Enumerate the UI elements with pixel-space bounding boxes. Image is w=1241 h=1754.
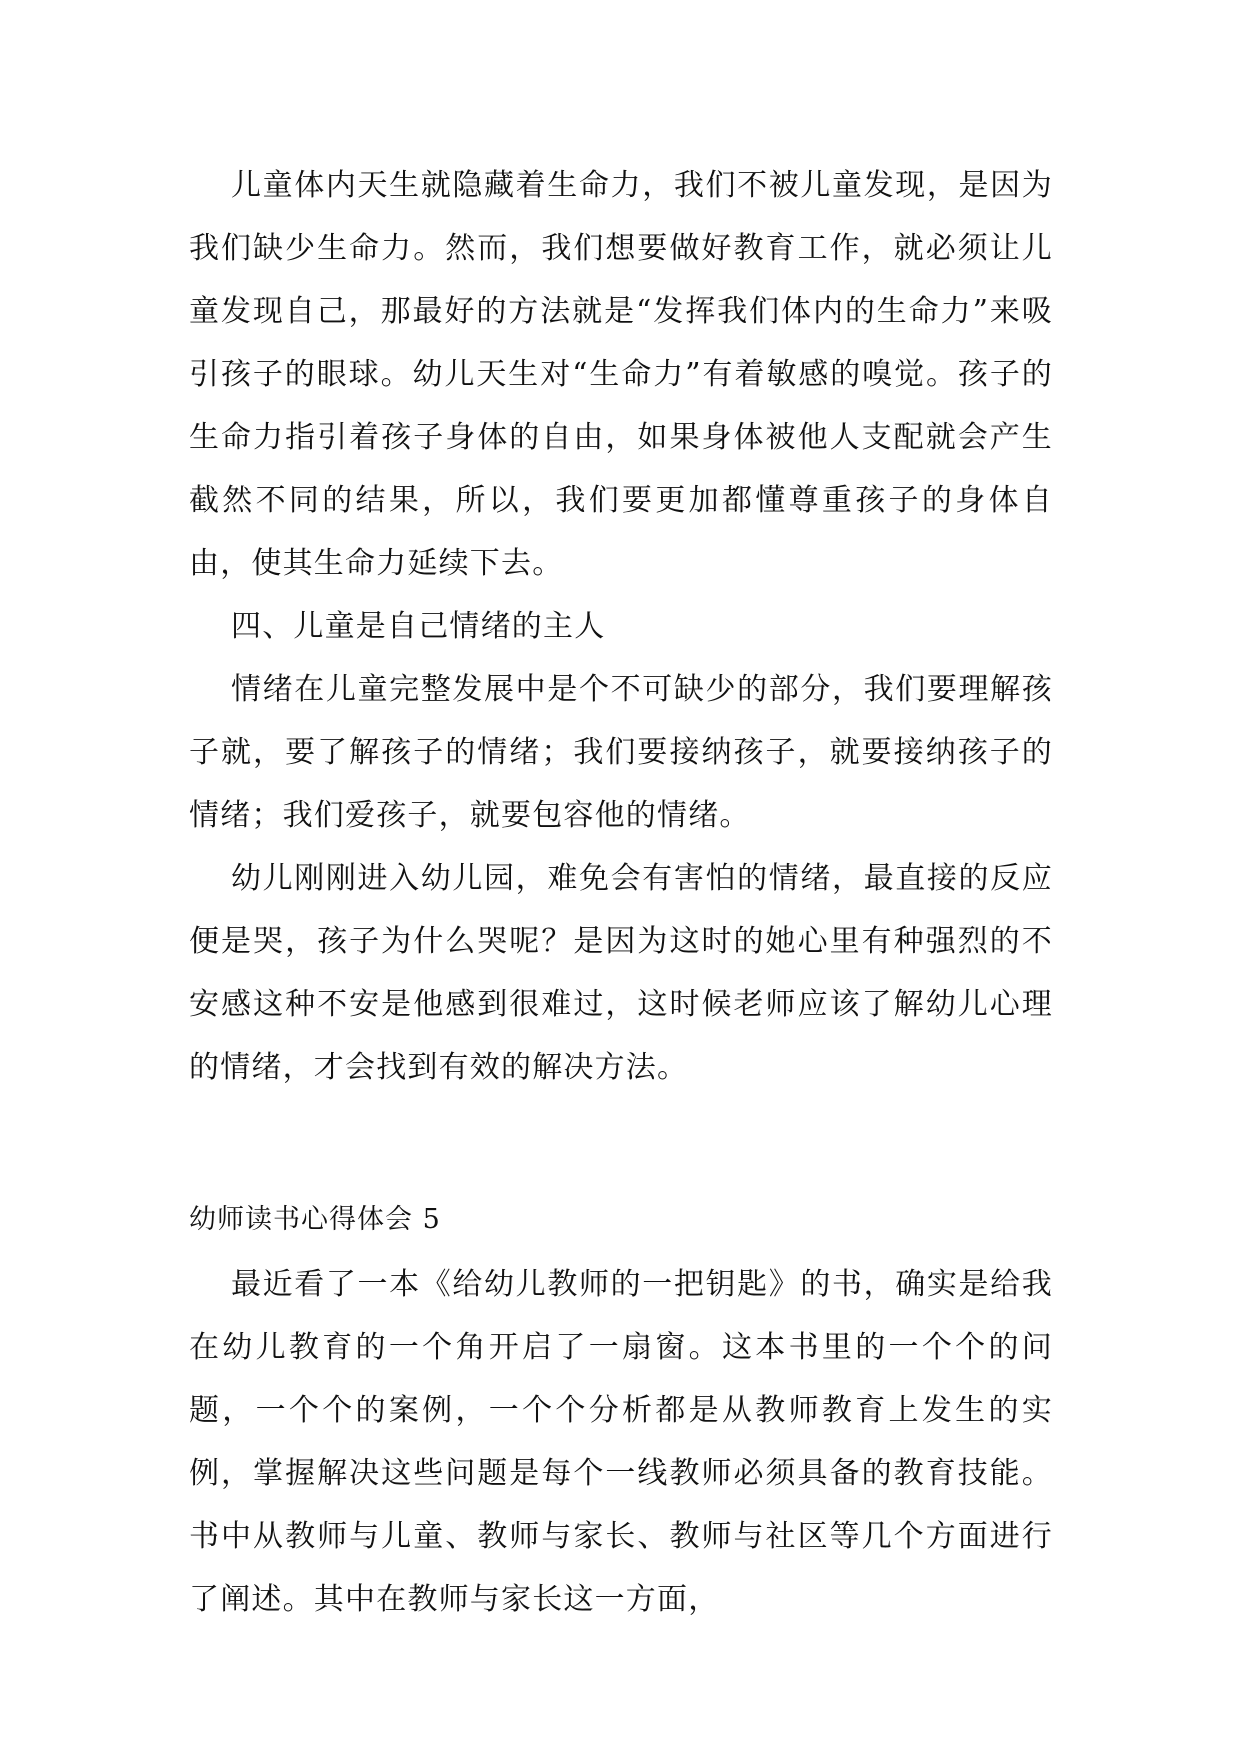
body-text-block-1	[189, 154, 1053, 1099]
body-text-block-2	[189, 1253, 1053, 1631]
section-title: 幼师读书心得体会 5	[189, 1204, 441, 1235]
paragraph-emotions: 情绪在儿童完整发展中是个不可缺少的部分，我们要理解孩子就，要了解孩子的情绪；我们要接纳孩子，就要接纳孩子的情绪；我们爱孩子，就要包容他的情绪。	[189, 672, 1053, 833]
paragraph-book-review: 最近看了一本《给幼儿教师的一把钥匙》的书，确实是给我在幼儿教育的一个角开启了一扇窗。这本书里的一个个的问题，一个个的案例，一个个分析都是从教师教育上发生的实例，掌握解决这些问题是每个一线教师必须具备的教育技能。书中从教师与儿童、教师与家长、教师与社区等几个方面进行了阐述。其中在教师与家长这一方面，	[189, 1267, 1053, 1617]
paragraph-kindergarten-entry: 幼儿刚刚进入幼儿园，难免会有害怕的情绪，最直接的反应便是哭，孩子为什么哭呢？是因为这时的她心里有种强烈的不安感这种不安是他感到很难过，这时候老师应该了解幼儿心理的情绪，才会找到有效的解决方法。	[189, 861, 1053, 1085]
subheading-emotions: 四、儿童是自己情绪的主人	[231, 609, 606, 644]
paragraph-life-force: 儿童体内天生就隐藏着生命力，我们不被儿童发现，是因为我们缺少生命力。然而，我们想要做好教育工作，就必须让儿童发现自己，那最好的方法就是“发挥我们体内的生命力”来吸引孩子的眼球。幼儿天生对“生命力”有着敏感的嗅觉。孩子的生命力指引着孩子身体的自由，如果身体被他人支配就会产生截然不同的结果，所以，我们要更加都懂尊重孩子的身体自由，使其生命力延续下去。	[189, 168, 1053, 581]
